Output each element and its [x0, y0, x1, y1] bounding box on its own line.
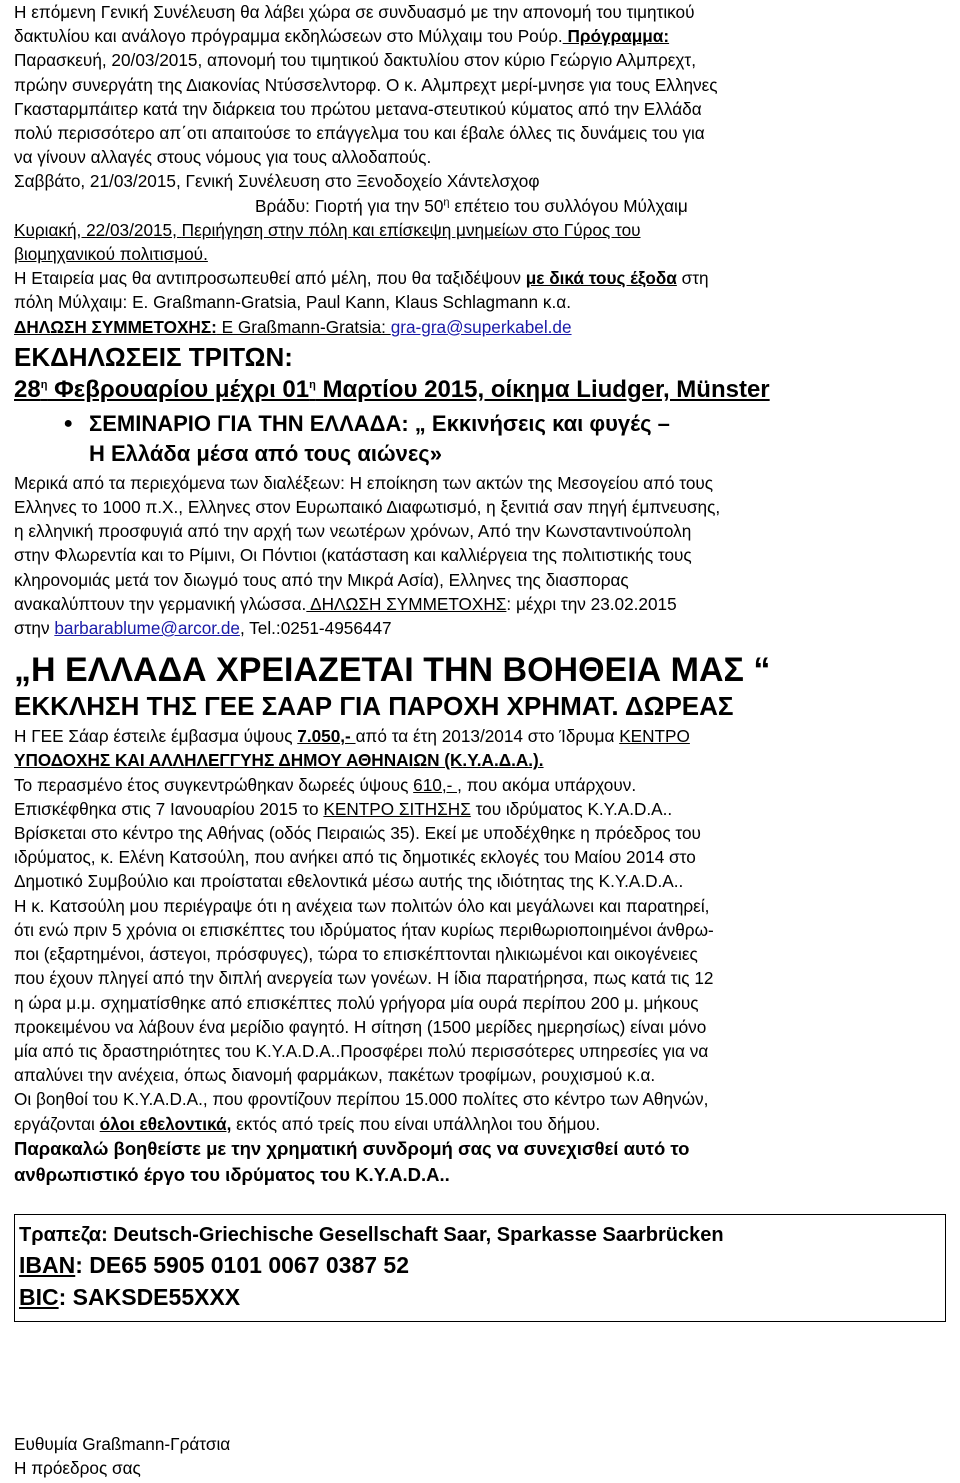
iban-line — [19, 1249, 941, 1281]
intro-line: Παρασκευή, 20/03/2015, απονομή του τιμητικού δακτυλίου στον κύριο Γεώργιο Αλμπρεχτ, — [14, 50, 696, 71]
seminar-email-link[interactable]: barbarablume@arcor.de — [54, 618, 240, 639]
seminar-phone: , Tel.:0251-4956447 — [239, 618, 392, 639]
iban-value: : DE65 5905 0101 0067 0387 52 — [75, 1251, 410, 1278]
superscript: η — [443, 195, 450, 208]
third-party-heading: ΕΚΔΗΛΩΣΕΙΣ ΤΡΙΤΩΝ: — [14, 341, 293, 372]
appeal-line — [14, 773, 946, 797]
appeal-line: ποι (εξαρτημένοι, άστεγοι, πρόσφυγες), τώρα το επισκέπτονται ηλικιωμένοι και οικογένειες — [14, 944, 698, 965]
sunday-link[interactable]: Γύρος του — [558, 219, 641, 240]
appeal-line: προκειμένου να λάβουν ένα μερίδιο φαγητό. Η σίτηση (1500 μερίδες ημερησίως) είναι μόνο — [14, 1016, 707, 1037]
program-label: Πρόγραμμα: — [562, 26, 670, 47]
date-text: Φεβρουαρίου μέχρι 01 — [47, 375, 310, 403]
superscript: η — [40, 378, 48, 391]
seminar-body-line: η ελληνική προσφυγιά από την αρχή των νεωτέρων χρόνων, Από την Κωνσταντινούπολη — [14, 521, 692, 542]
document-page — [14, 0, 946, 1479]
appeal-line: ιδρύματος, κ. Ελένη Κατσούλη, που ανήκει από τις δημοτικές εκλογές του Μαίου 2014 στο — [14, 847, 696, 868]
signature-block — [14, 1432, 230, 1480]
superscript: η — [309, 378, 316, 391]
appeal-line: Δημοτικό Συμβούλιο και προίσταται εθελοντικά μέσω αυτής της ιδιότητας της Κ.Υ.Α.D.A.. — [14, 871, 684, 892]
appeal-line: ΥΠΟΔΟΧΗΣ ΚΑΙ ΑΛΛΗΛΕΓΓΥΗΣ ΔΗΜΟΥ ΑΘΗΝΑΙΩΝ (Κ.Υ.Α.Δ.Α.). — [14, 750, 544, 771]
appeal-line: ότι ενώ πριν 5 χρόνια οι επισκέπτες του ιδρύματος ήταν κυρίως περιθωριοποιημένοι άνθρω- — [14, 919, 714, 940]
appeal-text: από τα έτη 2013/2014 στο Ίδρυμα — [355, 726, 620, 747]
iban-label: IBAN — [19, 1251, 76, 1278]
appeal-line: απαλύνει την ανέχεια, όπως διανομή φαρμάκων, πακέτων τροφίμων, ρουχισμού κ.α. — [14, 1065, 656, 1086]
evening-text: επέτειο του συλλόγου Μύλχαιμ — [449, 195, 688, 216]
appeal-line — [14, 724, 946, 748]
appeal-line: Βρίσκεται στο κέντρο της Αθήνας (οδός Πειραιώς 35). Εκεί με υποδέχθηκε η πρόεδρος του — [14, 823, 701, 844]
sunday-line: βιομηχανικού πολιτισμού. — [14, 244, 208, 265]
representation-text: Η Εταιρεία μας θα αντιπροσωπευθεί από μέλη, που θα ταξιδέψουν — [14, 268, 526, 289]
sunday-line — [14, 218, 946, 242]
seminar-body-line — [14, 616, 946, 640]
evening-line — [14, 194, 946, 218]
evening-text: Βράδυ: Γιορτή για την 50 — [255, 195, 444, 216]
bic-line — [19, 1281, 941, 1313]
organization-name: ΚΕΝΤΡΟ — [619, 726, 690, 747]
appeal-text: του ιδρύματος Κ.Υ.Α.D.A.. — [470, 798, 673, 819]
closing-line: Παρακαλώ βοηθείστε με την χρηματική συνδρομή σας να συνεχισθεί αυτό το — [14, 1137, 690, 1159]
rsvp-email-link[interactable]: gra-gra@superkabel.de — [390, 316, 572, 337]
appeal-text: που ακόμα υπάρχουν. — [461, 774, 637, 795]
place-name: ΚΕΝΤΡΟ ΣΙΤΗΣΗΣ — [323, 798, 471, 819]
intro-section — [14, 0, 946, 169]
representation-line: πόλη Μύλχαιμ: Ε. Graßmann-Gratsia, Paul Kann, Klaus Schlagmann κ.α. — [14, 292, 571, 313]
seminar-title-line: Η Ελλάδα μέσα από τους αιώνες» — [89, 440, 442, 466]
rsvp-label: ΔΗΛΩΣΗ ΣΥΜΜΕΤΟΧΗΣ — [306, 593, 507, 614]
appeal-headline: „Η ΕΛΛΑΔΑ ΧΡΕΙΑΖΕΤΑΙ ΤΗΝ ΒΟΗΘΕΙΑ ΜΑΣ “ — [14, 651, 771, 690]
saturday-line: Σαββάτο, 21/03/2015, Γενική Συνέλευση στο Ξενοδοχείο Χάντελσχοφ — [14, 171, 540, 192]
rsvp-line — [14, 315, 946, 339]
amount-text: 610,- , — [413, 774, 462, 795]
seminar-text: : μέχρι την 23.02.2015 — [506, 593, 677, 614]
appeal-line: Η κ. Κατσούλη μου περιέγραψε ότι η ανέχεια των πολιτών όλο και μεγάλωνει και παρατηρεί, — [14, 895, 710, 916]
intro-line: Η επόμενη Γενική Συνέλευση θα λάβει χώρα σε συνδυασμό με την απονομή του τιμητικού — [14, 2, 695, 22]
sunday-text: Περιήγηση στην πόλη και επίσκεψη μνημείων στο — [181, 219, 559, 240]
representation-text: στη — [676, 268, 709, 289]
event-date-line — [14, 375, 946, 405]
appeal-text: εκτός από τρείς που είναι υπάλληλοι του δήμου. — [231, 1113, 601, 1134]
intro-line: Γκασταρμπάιτερ κατά την διάρκεια του πρώτου μετανα-στευτικού κύματος από την Ελλάδα — [14, 98, 702, 119]
date-text: 28 — [14, 375, 41, 403]
appeal-line: η ώρα μ.μ. σχηματίσθηκε από επισκέπτες πολύ γρήγορα μία ουρά περίπου 200 μ. μήκους — [14, 992, 699, 1013]
rsvp-text: E Graßmann-Gratsia: — [216, 316, 391, 337]
rsvp-label: ΔΗΛΩΣΗ ΣΥΜΜΕΤΟΧΗΣ: — [14, 316, 217, 337]
appeal-text: Το περασμένο έτος συγκεντρώθηκαν δωρεές ύψους — [14, 774, 414, 795]
seminar-body-line: Ελληνες το 1000 π.Χ., Ελληνες στον Ευρωπαικό Διαφωτισμό, η ξενιτιά σαν πηγή έμπνευσης, — [14, 497, 721, 518]
bank-line: Τραπεζα: Deutsch-Griechische Gesellschaft Saar, Sparkasse Saarbrücken — [19, 1223, 724, 1246]
date-text: Μαρτίου 2015, οίκημα Liudger, Münster — [315, 375, 770, 403]
intro-line: πολύ περισσότερο απ΄οτι απαιτούσε το επάγγελμα του και έβαλε όλλες τις δυνάμεις του για — [14, 123, 705, 144]
representation-line — [14, 266, 946, 290]
seminar-body-line: στην Φλωρεντία και το Ρίμινι, Οι Πόντιοι (κατάσταση και καλλιέργεια της πολιτιστικής τους — [14, 545, 692, 566]
bic-value: : SAKSDE55XXX — [58, 1283, 241, 1310]
seminar-body-line: Μερικά από τα περιεχόμενα των διαλέξεων: Η εποίκηση των ακτών της Μεσογείου από τους — [14, 472, 714, 493]
bullet-icon: ● — [63, 414, 73, 432]
seminar-body — [14, 471, 946, 640]
seminar-body-line: κληρονομιάς μετά τον διωγμό τους από την Μικρά Ασία), Ελληνες της διασπορας — [14, 569, 629, 590]
seminar-body-line — [14, 592, 946, 616]
volunteers-text: όλοι εθελοντικά, — [99, 1113, 232, 1134]
appeal-line: που έχουν πληγεί από την διπλή ανεργεία των γονέων. Η ίδια παρατήρησα, πως κατά τις 12 — [14, 968, 714, 989]
signature-name: Ευθυμία Graßmann-Γράτσια — [14, 1434, 231, 1454]
closing-line: ανθρωπιστικό έργο του ιδρύματος του Κ.Υ.Α.D.A.. — [14, 1163, 450, 1185]
appeal-line: μία από τις δραστηριότητες του Κ.Υ.Α.D.A..Προσφέρει πολύ περισσότερες υπηρεσίες για να — [14, 1040, 709, 1061]
appeal-subheading: ΕΚΚΛΗΣΗ ΤΗΣ ΓΕΕ ΣΑΑΡ ΓΙΑ ΠΑΡΟΧΗ ΧΡΗΜΑΤ. ΔΩΡΕΑΣ — [14, 691, 734, 722]
amount-text: 7.050,- — [297, 726, 356, 747]
seminar-title-line: ΣΕΜΙΝΑΡΙΟ ΓΙΑ ΤΗΝ ΕΛΛΑΔΑ: „ Εκκινήσεις και φυγές – — [89, 410, 670, 436]
signature-role: Η πρόεδρος σας — [14, 1458, 141, 1479]
intro-line: να γίνουν αλλαγές στους νόμους για τους αλλοδαπούς. — [14, 147, 432, 168]
seminar-text: στην — [14, 618, 55, 639]
appeal-line: Οι βοηθοί του Κ.Υ.Α.D.A., που φροντίζουν περίπου 15.000 πολίτες στο κέντρο των Αθηνών, — [14, 1089, 709, 1110]
appeal-body — [14, 724, 946, 1187]
appeal-line — [14, 797, 946, 821]
intro-line: πρώην συνεργάτη της Διακονίας Ντύσσελντορφ. Ο κ. Αλμπρεχτ μερί-μνησε για τους Ελληνες — [14, 74, 718, 95]
seminar-text: ανακαλύπτουν την γερμανική γλώσσα. — [14, 593, 307, 614]
appeal-text: εργάζονται — [14, 1113, 100, 1134]
appeal-text: Επισκέφθηκα στις 7 Ιανουαρίου 2015 το — [14, 798, 324, 819]
appeal-text: Η ΓΕΕ Σάαρ έστειλε έμβασμα ύψους — [14, 726, 298, 747]
bank-details-box — [14, 1214, 946, 1322]
seminar-item — [14, 409, 946, 469]
seminar-title — [89, 409, 670, 469]
bic-label: BIC — [19, 1283, 59, 1310]
appeal-line — [14, 1112, 946, 1136]
intro-line — [14, 24, 946, 48]
intro-text: δακτυλίου και ανάλογο πρόγραμμα εκδηλώσεων στο Μύλχαιμ του Ρούρ. — [14, 26, 563, 47]
own-expenses-text: με δικά τους έξοδα — [525, 268, 677, 289]
sunday-date: Κυριακή, 22/03/2015, — [14, 219, 182, 240]
